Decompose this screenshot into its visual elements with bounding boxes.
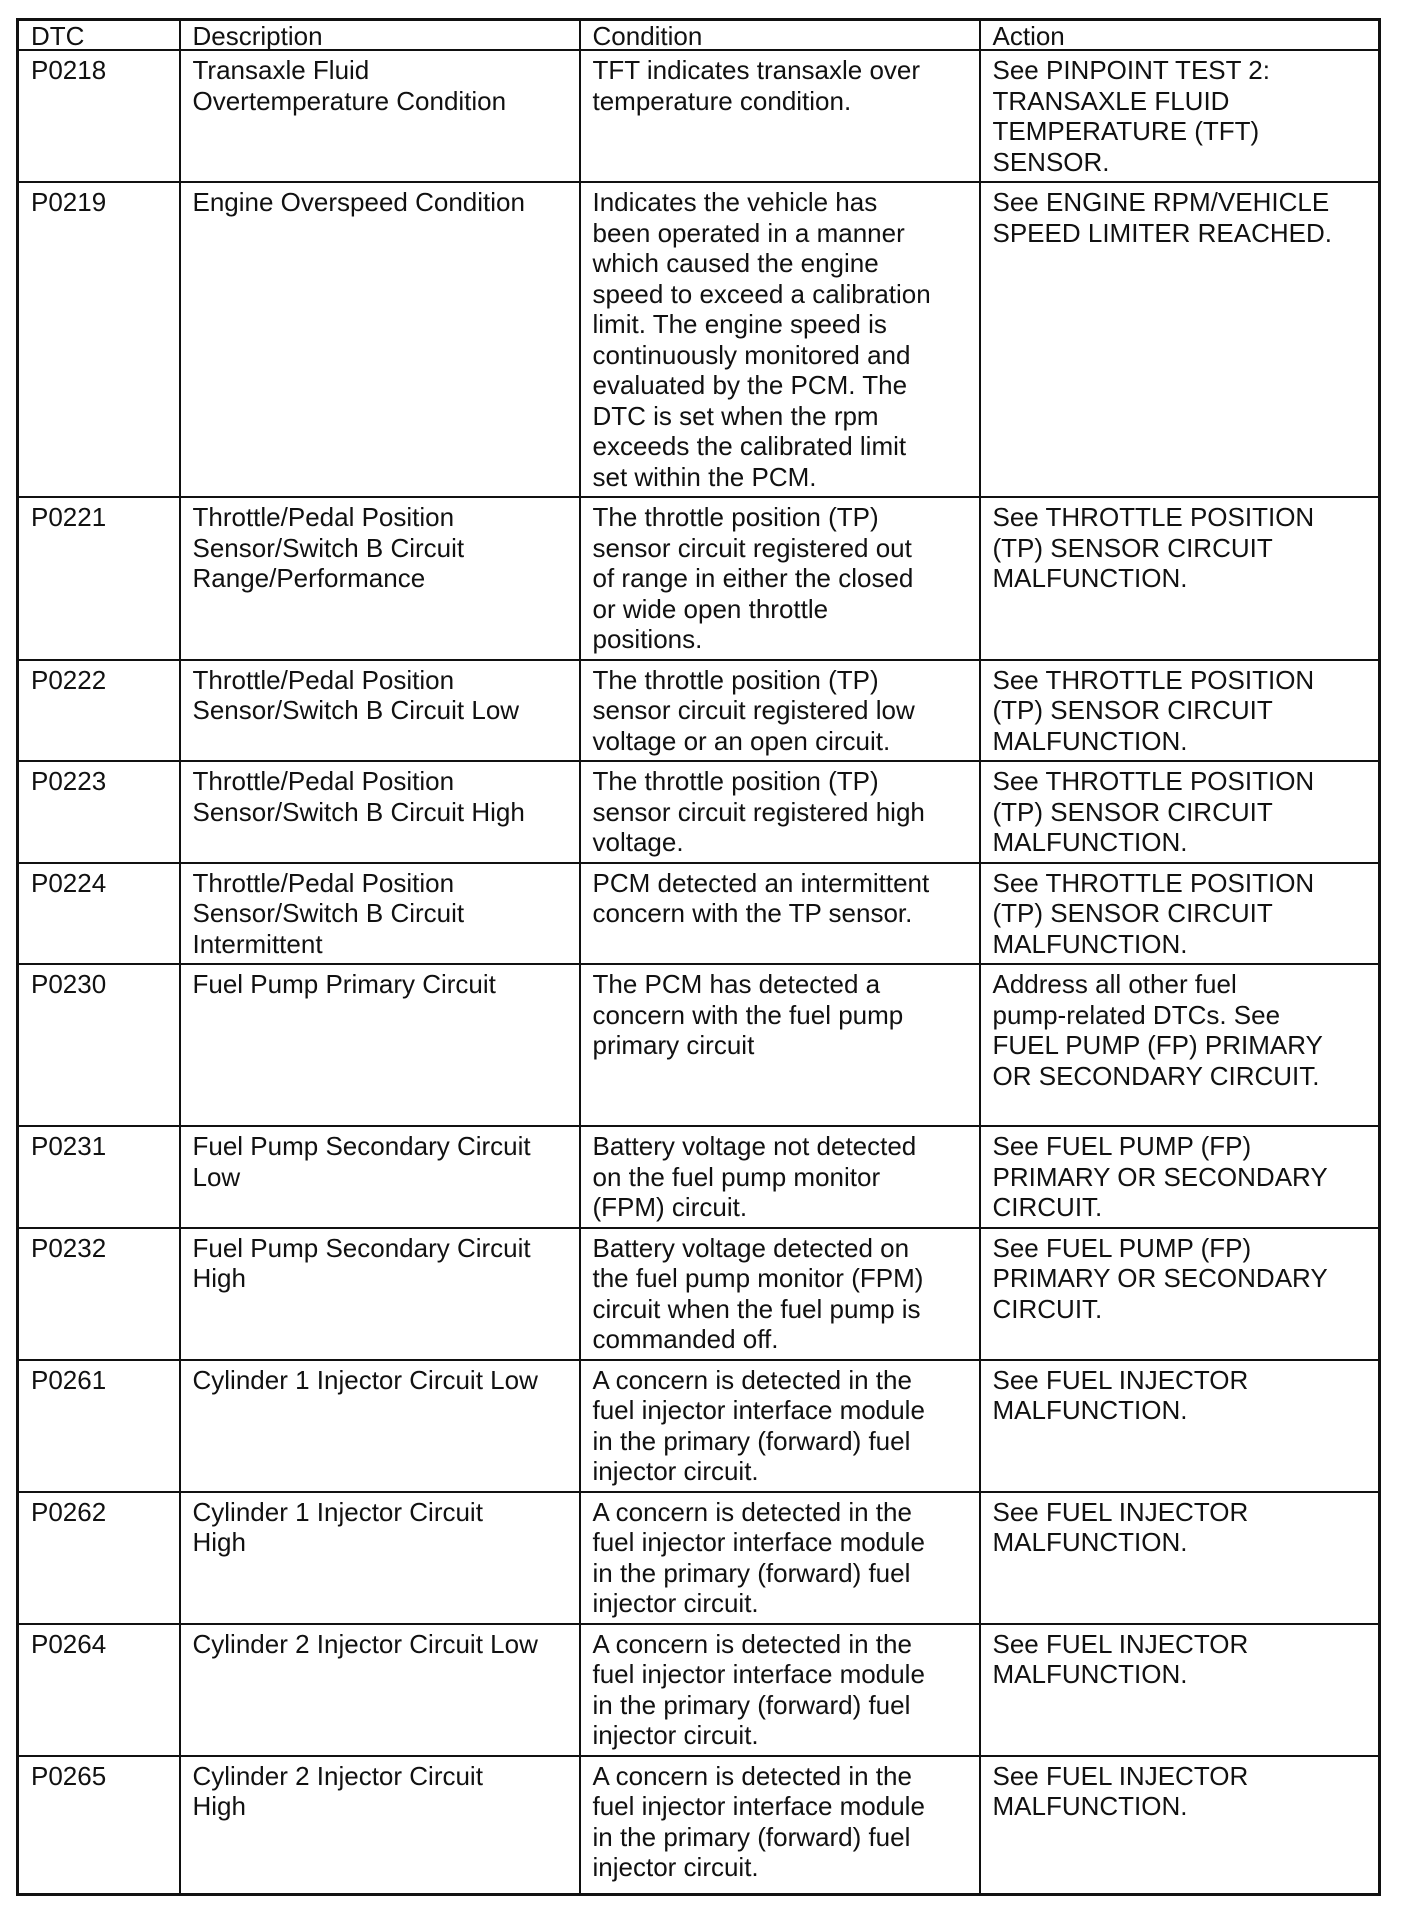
header-description: Description xyxy=(180,20,580,51)
dtc-code: P0222 xyxy=(18,660,180,762)
header-dtc: DTC xyxy=(18,20,180,51)
dtc-description: Throttle/Pedal Position Sensor/Switch B Circuit High xyxy=(180,761,580,863)
dtc-condition: A concern is detected in the fuel injector interface module in the primary (forward) fuel injector circuit. xyxy=(580,1624,980,1756)
table-row xyxy=(18,964,1380,1126)
dtc-action: See THROTTLE POSITION (TP) SENSOR CIRCUIT MALFUNCTION. xyxy=(980,863,1380,965)
dtc-action: See THROTTLE POSITION (TP) SENSOR CIRCUIT MALFUNCTION. xyxy=(980,497,1380,660)
dtc-description: Fuel Pump Secondary Circuit High xyxy=(180,1228,580,1360)
dtc-description: Cylinder 1 Injector Circuit High xyxy=(180,1492,580,1624)
dtc-description: Cylinder 2 Injector Circuit High xyxy=(180,1756,580,1895)
dtc-action: See THROTTLE POSITION (TP) SENSOR CIRCUIT MALFUNCTION. xyxy=(980,761,1380,863)
dtc-code: P0224 xyxy=(18,863,180,965)
table-body xyxy=(18,50,1380,1895)
dtc-condition: A concern is detected in the fuel injector interface module in the primary (forward) fuel injector circuit. xyxy=(580,1756,980,1895)
header-action: Action xyxy=(980,20,1380,51)
dtc-description: Throttle/Pedal Position Sensor/Switch B Circuit Intermittent xyxy=(180,863,580,965)
table-header xyxy=(18,20,1380,51)
dtc-condition: The throttle position (TP) sensor circuit registered low voltage or an open circuit. xyxy=(580,660,980,762)
dtc-condition: PCM detected an intermittent concern with the TP sensor. xyxy=(580,863,980,965)
table-row xyxy=(18,1624,1380,1756)
dtc-condition: The throttle position (TP) sensor circuit registered out of range in either the closed or wide open throttle positions. xyxy=(580,497,980,660)
dtc-code: P0231 xyxy=(18,1126,180,1228)
dtc-code: P0219 xyxy=(18,182,180,497)
table-row xyxy=(18,1492,1380,1624)
dtc-code: P0232 xyxy=(18,1228,180,1360)
dtc-code: P0264 xyxy=(18,1624,180,1756)
dtc-action: See FUEL INJECTOR MALFUNCTION. xyxy=(980,1492,1380,1624)
table-row xyxy=(18,497,1380,660)
dtc-description: Throttle/Pedal Position Sensor/Switch B Circuit Range/Performance xyxy=(180,497,580,660)
dtc-action: See ENGINE RPM/VEHICLE SPEED LIMITER REACHED. xyxy=(980,182,1380,497)
dtc-description: Fuel Pump Primary Circuit xyxy=(180,964,580,1126)
table-row xyxy=(18,660,1380,762)
dtc-action: See FUEL INJECTOR MALFUNCTION. xyxy=(980,1756,1380,1895)
dtc-action: Address all other fuel pump-related DTCs. See FUEL PUMP (FP) PRIMARY OR SECONDARY CIRCUIT. xyxy=(980,964,1380,1126)
dtc-condition: TFT indicates transaxle over temperature condition. xyxy=(580,50,980,182)
table-row xyxy=(18,50,1380,182)
header-condition: Condition xyxy=(580,20,980,51)
dtc-code: P0265 xyxy=(18,1756,180,1895)
dtc-action: See FUEL INJECTOR MALFUNCTION. xyxy=(980,1624,1380,1756)
table-row xyxy=(18,761,1380,863)
dtc-code: P0262 xyxy=(18,1492,180,1624)
dtc-action: See FUEL INJECTOR MALFUNCTION. xyxy=(980,1360,1380,1492)
header-row xyxy=(18,20,1380,51)
dtc-condition: Battery voltage detected on the fuel pump monitor (FPM) circuit when the fuel pump is commanded off. xyxy=(580,1228,980,1360)
dtc-code: P0221 xyxy=(18,497,180,660)
table-row xyxy=(18,1126,1380,1228)
dtc-action: See PINPOINT TEST 2: TRANSAXLE FLUID TEMPERATURE (TFT) SENSOR. xyxy=(980,50,1380,182)
dtc-table xyxy=(16,18,1381,1896)
dtc-condition: The throttle position (TP) sensor circuit registered high voltage. xyxy=(580,761,980,863)
dtc-condition: A concern is detected in the fuel injector interface module in the primary (forward) fuel injector circuit. xyxy=(580,1360,980,1492)
dtc-code: P0223 xyxy=(18,761,180,863)
dtc-description: Transaxle Fluid Overtemperature Condition xyxy=(180,50,580,182)
dtc-description: Fuel Pump Secondary Circuit Low xyxy=(180,1126,580,1228)
table-row xyxy=(18,1228,1380,1360)
dtc-action: See FUEL PUMP (FP) PRIMARY OR SECONDARY CIRCUIT. xyxy=(980,1228,1380,1360)
table-row xyxy=(18,1756,1380,1895)
table-row xyxy=(18,1360,1380,1492)
dtc-code: P0230 xyxy=(18,964,180,1126)
dtc-action: See THROTTLE POSITION (TP) SENSOR CIRCUIT MALFUNCTION. xyxy=(980,660,1380,762)
dtc-description: Engine Overspeed Condition xyxy=(180,182,580,497)
dtc-code: P0218 xyxy=(18,50,180,182)
dtc-condition: Battery voltage not detected on the fuel pump monitor (FPM) circuit. xyxy=(580,1126,980,1228)
dtc-code: P0261 xyxy=(18,1360,180,1492)
dtc-description: Throttle/Pedal Position Sensor/Switch B Circuit Low xyxy=(180,660,580,762)
dtc-condition: Indicates the vehicle has been operated in a manner which caused the engine speed to exceed a calibration limit. The engine speed is continuously monitored and evaluated by the PCM. The DTC is set when the rpm exceeds the calibrated limit set within the PCM. xyxy=(580,182,980,497)
dtc-action: See FUEL PUMP (FP) PRIMARY OR SECONDARY CIRCUIT. xyxy=(980,1126,1380,1228)
dtc-condition: The PCM has detected a concern with the fuel pump primary circuit xyxy=(580,964,980,1126)
dtc-description: Cylinder 2 Injector Circuit Low xyxy=(180,1624,580,1756)
dtc-condition: A concern is detected in the fuel injector interface module in the primary (forward) fuel injector circuit. xyxy=(580,1492,980,1624)
table-row xyxy=(18,863,1380,965)
dtc-description: Cylinder 1 Injector Circuit Low xyxy=(180,1360,580,1492)
table-row xyxy=(18,182,1380,497)
